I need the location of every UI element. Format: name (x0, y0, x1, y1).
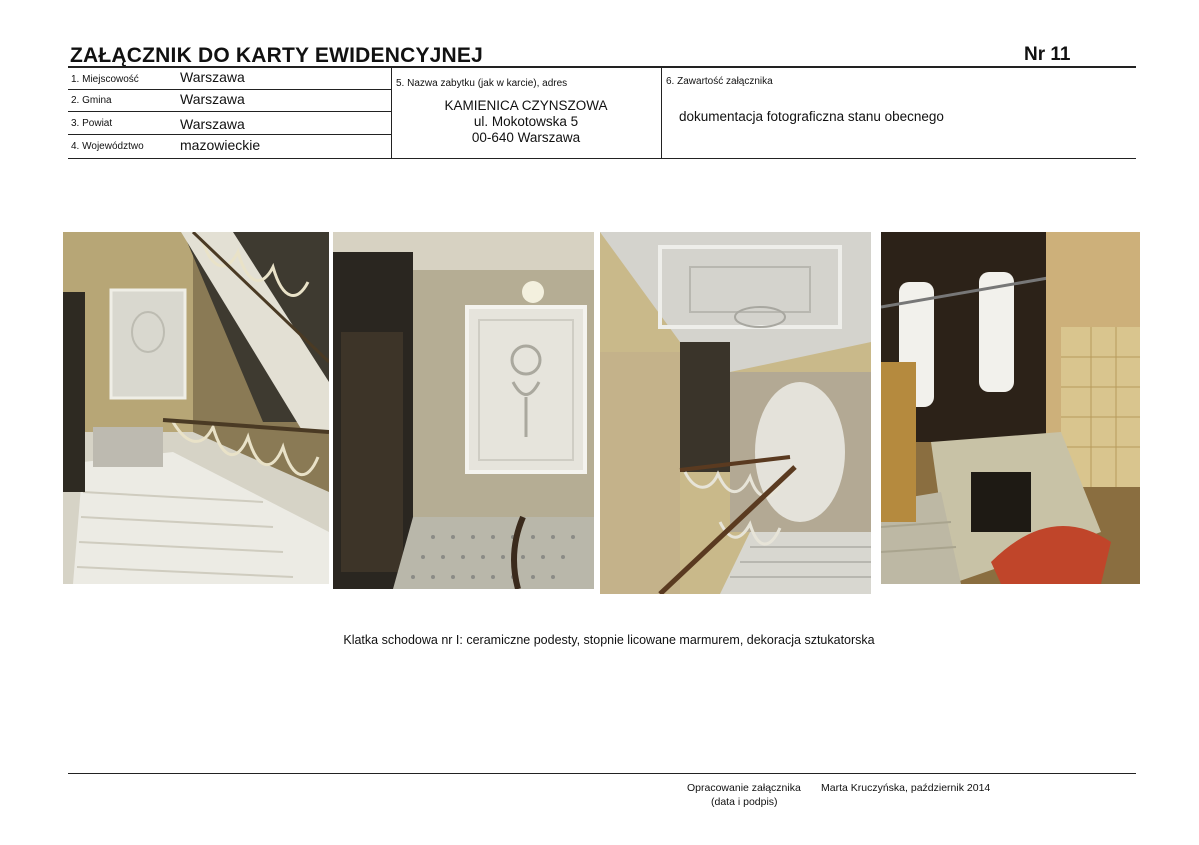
column-divider-2 (661, 67, 662, 158)
field-label-gmina: 2. Gmina (71, 95, 112, 106)
photo-caption: Klatka schodowa nr I: ceramiczne podesty, stopnie licowane marmurem, dekoracja sztukatorska (343, 633, 875, 647)
monument-street: ul. Mokotowska 5 (473, 114, 579, 129)
field-value-powiat: Warszawa (180, 116, 245, 132)
field-label-miejscowosc: 1. Miejscowość (71, 74, 139, 85)
field-value-wojewodztwo: mazowieckie (180, 137, 261, 153)
header-top-rule (68, 66, 1136, 68)
monument-city: 00-640 Warszawa (471, 130, 581, 145)
photo-stucco-panel (333, 232, 594, 589)
row-divider-1 (68, 89, 391, 90)
monument-name: KAMIENICA CZYNSZOWA (444, 98, 608, 113)
field-value-gmina: Warszawa (180, 91, 245, 107)
footer-prepared-label: Opracowanie załącznika (687, 782, 801, 794)
photo-ceiling-stairs (600, 232, 871, 594)
row-divider-2 (68, 111, 391, 112)
photo-staircase-railing (63, 232, 329, 584)
field-value-miejscowosc: Warszawa (180, 69, 245, 85)
attachment-content: dokumentacja fotograficzna stanu obecnego (679, 109, 944, 124)
field-label-wojewodztwo: 4. Województwo (71, 141, 144, 152)
field-label-powiat: 3. Powiat (71, 118, 113, 129)
footer-rule (68, 773, 1136, 774)
document-number: Nr 11 (1024, 44, 1071, 65)
header-bottom-rule (68, 158, 1136, 159)
row-divider-3 (68, 134, 391, 135)
photo-entrance-door (881, 232, 1140, 584)
footer-author: Marta Kruczyńska, październik 2014 (821, 782, 991, 794)
document-title: ZAŁĄCZNIK DO KARTY EWIDENCYJNEJ (70, 44, 484, 67)
attachment-label: 6. Zawartość załącznika (666, 76, 773, 87)
monument-label: 5. Nazwa zabytku (jak w karcie), adres (396, 78, 568, 89)
footer-date-sign-label: (data i podpis) (711, 796, 778, 808)
